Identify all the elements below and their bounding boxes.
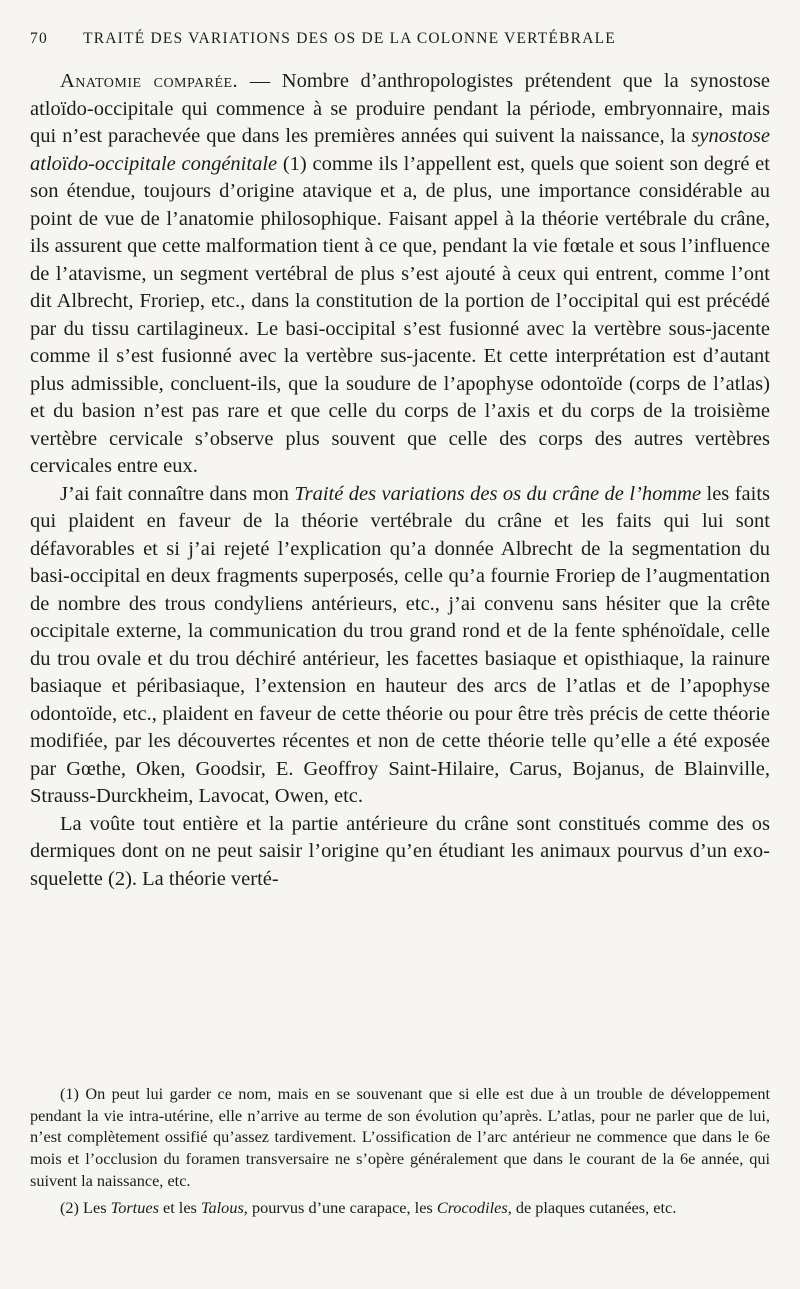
paragraph-text: La voûte tout entière et la partie antérieure du crâne sont constitués comme des os dermiques dont on ne peut saisir l’origine qu’en étudiant les animaux pourvus d’un exo-squelette (2). La théorie verté- [30,812,770,890]
italic-term: synostose atloïdo-occipitale congénitale [30,125,770,175]
footnote-text: (2) Les [60,1197,111,1217]
footnote-text: et les [158,1197,201,1217]
italic-term: Crocodiles [436,1197,508,1217]
paragraph-vertebral-theory [30,481,770,811]
italic-book-title: Traité des variations des os du crâne de l’homme [294,482,702,505]
italic-term: Tortues [110,1197,159,1217]
paragraph-text: (1) comme ils l’appellent est, quels que soient son degré et son étendue, toujours d’origine atavique et a, de plus, une importance considérable au point de vue de l’anatomie philosophique. Faisant appel à la théorie vertébrale du crâne, ils assurent que cette malformation tient à ce que, pendant la vie fœtale et sous l’influence de l’atavisme, un segment vertébral de plus s’est ajouté à ceux qui entrent, comme l’ont dit Albrecht, Froriep, etc., dans la constitution de la portion de l’occipital qui est précédé par du tissu cartilagineux. Le basi-occipital s’est fusionné avec la vertèbre sous-jacente comme il s’est fusionné avec la vertèbre sus-jacente. Et cette interprétation est d’autant plus admissible, concluent-ils, que la soudure de l’apophyse odontoïde (corps de l’atlas) et du basion n’est pas rare et que celle du corps de l’axis et du corps de la troisième vertèbre cervicale s’observe plus souvent que celle des corps des autres vertèbres cervicales entre eux. [30,152,770,477]
footnotes [30,1083,770,1218]
paragraph-comparative-anatomy [30,68,770,481]
footnote-2 [30,1197,770,1219]
italic-term: Talous [200,1197,244,1217]
paragraph-text: — Nombre d’anthropologistes prétendent que la synostose atloïdo-occipitale qui commence à se produire pendant la période, embryonnaire, mais qui n’est parachevée que dans les premières années qui suivent la naissance, la [30,70,770,147]
footnote-text: , de plaques cutanées, etc. [507,1197,677,1217]
footnote-text: , pourvus d’une carapace, les [243,1197,437,1217]
running-title: TRAITÉ DES VARIATIONS DES OS DE LA COLONNE VERTÉBRALE [83,30,616,47]
paragraph-text: les faits qui plaident en faveur de la théorie vertébrale du crâne et les faits qui lui sont défavorables et si j’ai rejeté l’explication qu’a donnée Albrecht de la segmentation du basi-occipital en deux fragments superposés, celle qu’a fournie Froriep de l’augmentation de nombre des trous condyliens antérieurs, etc., j’ai convenu sans hésiter que la crête occipitale externe, la communication du trou grand rond et de la fente sphénoïdale, celle du trou ovale et du trou déchiré antérieur, les facettes basiaque et opisthiaque, la rainure basiaque et péribasiaque, l’extension en hauteur des arcs de l’atlas et de l’apophyse odontoïde, etc., plaident en faveur de cette théorie ou pour être très précis de cette théorie modifiée, par les découvertes récentes et non de cette théorie telle qu’elle a été exposée par Gœthe, Oken, Goodsir, E. Geoffroy Saint-Hilaire, Carus, Bojanus, de Blainville, Strauss-Durckheim, Lavocat, Owen, etc. [30,482,771,807]
section-lead-smallcaps: Anatomie comparée. [60,70,239,92]
main-text [30,68,770,893]
footnote-1: (1) On peut lui garder ce nom, mais en se souvenant que si elle est due à un trouble de développement pendant la vie intra-utérine, elle n’arrive au terme de son évolution qu’après. L’atlas, pour ne parler que de lui, n’est complètement ossifié qu’assez tardivement. L’ossification de l’arc antérieur ne commence que dans le 6e mois et l’occlusion du foramen transversaire ne s’opère généralement que dans le courant de la 6e année, qui suivent la naissance, etc. [30,1084,770,1190]
page-number: 70 [30,30,48,47]
paragraph-text: J’ai fait connaître dans mon [60,482,295,505]
running-header [30,30,772,48]
paragraph-skull-vault [30,811,770,894]
